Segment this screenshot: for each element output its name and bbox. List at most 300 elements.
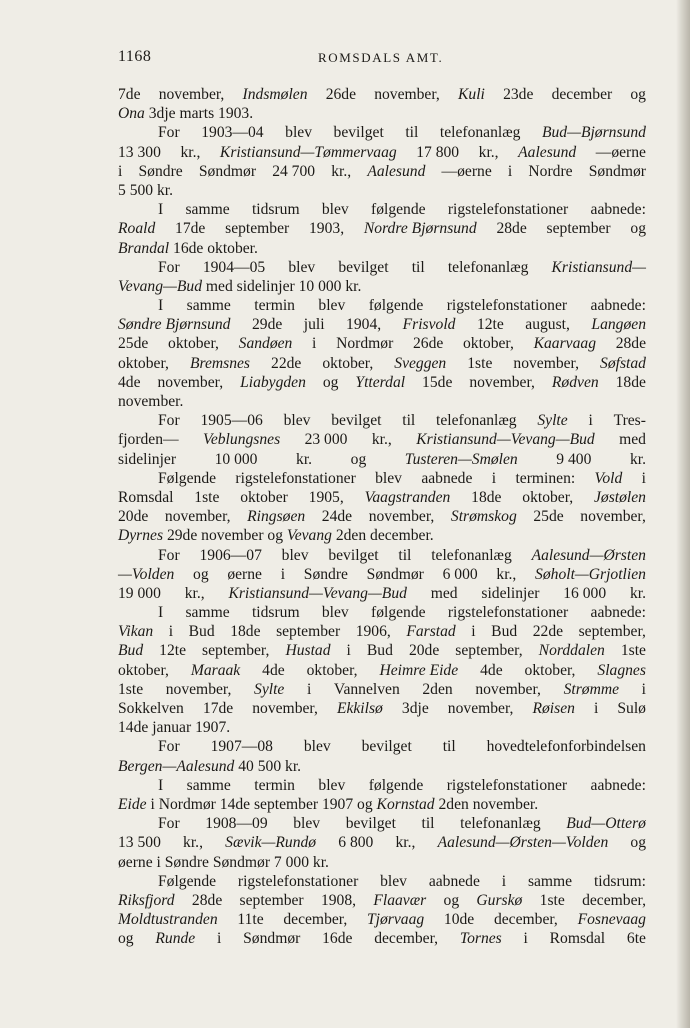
word: 6te — [626, 930, 646, 948]
word: blev — [318, 297, 346, 315]
word: 1904—05 — [202, 258, 266, 276]
word: 3dje marts 1903. — [144, 105, 254, 123]
italic-word: Vold — [594, 469, 623, 487]
italic-word: Eide — [118, 795, 147, 813]
text-line — [118, 603, 646, 622]
word: sidelinjer — [118, 450, 177, 468]
word: Sulø — [617, 700, 646, 717]
word: 1905, — [308, 488, 344, 506]
text-line — [118, 546, 646, 565]
word: og — [350, 450, 367, 468]
word: 1ste — [118, 680, 144, 698]
word: 24 700 — [272, 162, 316, 180]
word: til — [411, 258, 425, 276]
word: 3dje — [401, 700, 429, 717]
word: oktober, — [524, 661, 576, 679]
word: 1906—07 — [199, 546, 262, 564]
word: Bud — [491, 623, 518, 641]
word: 4de — [480, 661, 503, 679]
word: telefonanlæg — [439, 124, 521, 142]
word: i — [523, 930, 528, 948]
text-line — [118, 833, 646, 852]
word: november, — [374, 86, 440, 103]
italic-word: Kristiansund— — [551, 258, 646, 276]
word: kr., — [180, 143, 201, 161]
italic-word: Sylte — [254, 680, 285, 698]
word: Søndmør — [198, 162, 257, 180]
italic-word: Maraak — [190, 661, 241, 679]
word: samme — [185, 201, 230, 219]
word: 16 000 — [563, 584, 607, 602]
word: Søndmør — [588, 162, 646, 180]
word: oktober, — [118, 354, 169, 372]
text-line — [118, 584, 646, 603]
word: Bud — [366, 642, 393, 660]
word: til — [442, 738, 456, 756]
text-line — [118, 373, 646, 392]
page-edge-shadow — [676, 0, 690, 1028]
word: 2den — [422, 680, 453, 698]
italic-word: Ekkilsø — [336, 700, 383, 717]
word: oktober, — [306, 661, 358, 679]
word: terminen: — [515, 469, 576, 487]
italic-word: Slagnes — [597, 661, 646, 679]
word: oktober, — [168, 335, 219, 353]
word: aabnede — [421, 469, 473, 487]
word: september, — [202, 642, 270, 660]
word: og — [630, 220, 646, 238]
italic-word: Aalesund — [518, 143, 577, 161]
text-line — [118, 872, 646, 891]
word: Romsdal — [549, 930, 606, 948]
word: med — [430, 584, 458, 602]
word: blev — [303, 738, 331, 756]
text-line — [118, 143, 646, 162]
word: blev — [318, 776, 346, 794]
italic-word: Moldtustranden — [118, 911, 218, 929]
word: bevilget — [328, 546, 379, 564]
word: i — [118, 162, 123, 180]
italic-word: Bud—Otterø — [566, 815, 646, 833]
text-line — [118, 699, 646, 718]
word: Bud — [188, 623, 215, 641]
word: 18de — [471, 488, 502, 506]
word: bevilget — [361, 738, 412, 756]
word: november, — [252, 700, 318, 717]
italic-word: Strømme — [563, 680, 620, 698]
page-number: 1168 — [118, 48, 152, 65]
word: oktober, — [522, 488, 574, 506]
word: september — [225, 220, 290, 238]
italic-word: Dyrnes — [118, 527, 164, 545]
word: november, — [157, 373, 224, 391]
word: 13 500 — [118, 834, 161, 852]
word: 2den november. — [434, 795, 539, 813]
italic-word: Ona — [118, 105, 145, 123]
word: Søndre — [138, 162, 183, 180]
italic-word: Liabygden — [240, 373, 306, 391]
text-line — [118, 258, 646, 277]
italic-word: Aalesund—Ørsten—Volden — [437, 834, 609, 852]
word: november, — [580, 508, 646, 526]
italic-word: Kuli — [458, 86, 485, 103]
text-line — [118, 181, 646, 200]
word: følgende — [368, 297, 424, 315]
word: 29de — [251, 316, 283, 334]
text-line — [118, 488, 646, 507]
italic-word: Fosnevaag — [577, 911, 646, 929]
word: 1908—09 — [205, 815, 268, 833]
word: til — [405, 124, 419, 142]
word: Følgende — [158, 872, 217, 890]
word: i — [593, 700, 599, 717]
word: blev — [281, 546, 309, 564]
word: For — [158, 815, 180, 833]
word: 10de — [443, 911, 475, 929]
text-line — [118, 430, 646, 449]
italic-word: Tjørvaag — [366, 911, 425, 929]
word: 10 000 — [214, 450, 258, 468]
word: telefonanlæg — [436, 412, 517, 430]
text-line — [118, 737, 646, 756]
italic-word: Rødven — [551, 373, 599, 391]
word: Nordre — [528, 162, 573, 180]
word: blev — [321, 201, 349, 219]
word: 7de — [118, 86, 141, 103]
italic-word: Indsmølen — [242, 86, 308, 103]
text-line — [118, 104, 646, 123]
word: november. — [118, 393, 184, 410]
word: november, — [368, 508, 435, 526]
word: 22de — [532, 623, 564, 641]
word: bevilget — [345, 815, 396, 833]
word: med — [619, 431, 646, 449]
word: 18de — [615, 373, 646, 391]
word: 1904, — [346, 316, 382, 334]
word: 1903, — [309, 220, 345, 238]
word: december, — [582, 891, 646, 909]
word: blev — [288, 258, 316, 276]
word: december, — [493, 911, 558, 929]
body-text — [118, 85, 646, 948]
word: For — [158, 546, 180, 564]
text-line — [118, 757, 646, 776]
word: termin — [254, 297, 295, 315]
text-line — [118, 411, 646, 430]
word: tidsrum — [251, 604, 300, 622]
italic-word: Norddalen — [538, 642, 605, 660]
word: i — [501, 872, 507, 890]
word: 14de januar 1907. — [118, 719, 231, 737]
word: 22de — [271, 354, 302, 372]
word: 40 500 kr. — [234, 757, 302, 775]
italic-word: Runde — [155, 930, 196, 948]
word: blev — [375, 469, 402, 487]
word: 15de — [422, 373, 453, 391]
word: i — [217, 930, 222, 948]
word: kr., — [496, 565, 517, 583]
italic-word: Langøen — [591, 316, 646, 334]
text-line — [118, 814, 646, 833]
italic-word: Søholt—Grjotlien — [535, 565, 646, 583]
text-line — [118, 277, 646, 296]
word: aabnede: — [590, 297, 646, 315]
word: og — [322, 373, 339, 391]
word: kr. — [629, 450, 646, 468]
word: bevilget — [333, 124, 384, 142]
word: 2den december. — [331, 527, 434, 545]
word: telefonanlæg — [460, 815, 541, 833]
word: følgende — [371, 201, 426, 219]
word: 25de — [533, 508, 564, 526]
word: øerne — [227, 565, 262, 583]
word: oktober, — [322, 354, 374, 372]
word: bevilget — [331, 412, 382, 430]
word: i — [280, 565, 286, 583]
word: aabnede: — [590, 776, 646, 794]
italic-word: Sylte — [537, 412, 568, 430]
word: oktober, — [462, 335, 514, 353]
text-line — [118, 622, 646, 641]
running-head: ROMSDALS AMT. — [318, 50, 444, 65]
word: For — [158, 738, 180, 756]
word: november, — [158, 86, 225, 103]
text-line — [118, 315, 646, 334]
text-line — [118, 526, 646, 545]
word: kr., — [331, 162, 352, 180]
italic-word: Vikan — [118, 623, 154, 641]
word: 12te — [159, 642, 187, 660]
italic-word: Brandal — [118, 239, 170, 257]
word: Søndre — [303, 565, 348, 583]
word: 26de — [412, 335, 444, 353]
italic-word: Vaagstranden — [364, 488, 451, 506]
word: blev — [321, 604, 349, 622]
word: oktober — [240, 488, 288, 506]
italic-word: Veblungsnes — [203, 431, 281, 449]
word: til — [402, 412, 416, 430]
text-line — [118, 392, 646, 411]
word: og — [630, 834, 646, 852]
word: 1905—06 — [200, 412, 263, 430]
word: rigstelefonstationer — [235, 469, 356, 487]
word: —øerne — [595, 143, 646, 161]
word: til — [398, 546, 412, 564]
word: december — [551, 86, 613, 103]
text-line — [118, 219, 646, 238]
italic-word: Flaavær — [373, 891, 427, 909]
word: 1903—04 — [201, 124, 264, 142]
word: hovedtelefonforbindelsen — [486, 738, 646, 756]
text-line — [118, 469, 646, 488]
word: 1ste — [620, 642, 646, 660]
word: september, — [455, 642, 523, 660]
word: i — [471, 623, 476, 641]
word: rigstelefonstationer — [446, 776, 568, 794]
word: Søndmør — [243, 930, 301, 948]
text-line — [118, 776, 646, 795]
word: blev — [285, 124, 312, 142]
italic-word: Jøstølen — [594, 488, 646, 506]
text-line — [118, 85, 646, 104]
word: august, — [525, 316, 570, 334]
word: For — [158, 124, 180, 142]
word: kr. — [296, 450, 313, 468]
word: november, — [447, 700, 514, 717]
text-line — [118, 123, 646, 142]
text-line — [118, 450, 646, 469]
word: september — [239, 891, 304, 909]
italic-word: Sveggen — [394, 354, 447, 372]
text-line — [118, 718, 646, 737]
word: 4de — [262, 661, 285, 679]
word: 17de — [175, 220, 206, 238]
italic-word: Farstad — [406, 623, 456, 641]
word: tidsrum: — [593, 872, 646, 890]
word: rigstelefonstationer — [447, 201, 569, 219]
word: i Nordmør 14de september 1907 og — [146, 795, 377, 813]
word: 6 800 — [338, 834, 374, 852]
word: rigstelefonstationer — [237, 872, 359, 890]
word: 20de — [118, 508, 149, 526]
word: med sidelinjer 10 000 kr. — [202, 277, 362, 295]
italic-word: Bergen—Aalesund — [118, 757, 235, 775]
word: Romsdal — [118, 488, 174, 506]
italic-word: Riksfjord — [118, 891, 175, 909]
text-line — [118, 334, 646, 353]
word: november, — [475, 680, 541, 698]
italic-word: Bud—Bjørnsund — [541, 124, 646, 142]
italic-word: Gurskø — [476, 891, 523, 909]
word: rigstelefonstationer — [447, 604, 569, 622]
word: i — [507, 162, 513, 180]
page-header — [118, 48, 646, 70]
word: juli — [303, 316, 325, 334]
word: i — [641, 469, 646, 487]
word: kr., — [184, 584, 205, 602]
italic-word: Kristiansund—Vevang—Bud — [416, 431, 595, 449]
italic-word: Sandøen — [238, 335, 293, 353]
word: 1ste — [194, 488, 220, 506]
italic-word: Søndre Bjørnsund — [118, 316, 231, 334]
word: For — [158, 412, 180, 430]
word: i — [641, 680, 646, 698]
word: tidsrum — [251, 201, 300, 219]
word: i — [346, 642, 351, 660]
text-line — [118, 641, 646, 660]
text-line — [118, 910, 646, 929]
word: september — [546, 220, 611, 238]
text-line — [118, 162, 646, 181]
italic-word: Ringsøen — [247, 508, 306, 526]
word: og — [443, 891, 460, 909]
word: fjorden— — [118, 431, 179, 449]
text-line — [118, 661, 646, 680]
italic-word: Frisvold — [402, 316, 456, 334]
word: 1908, — [320, 891, 357, 909]
word: i — [491, 469, 497, 487]
word: sidelinjer — [481, 584, 540, 602]
word: rigstelefonstationer — [446, 297, 568, 315]
word: I — [158, 604, 164, 622]
text-line — [118, 200, 646, 219]
word: følgende — [368, 776, 424, 794]
word: december, — [283, 911, 348, 929]
word: 23de — [503, 86, 534, 103]
word: i — [312, 335, 317, 353]
text-line — [118, 239, 646, 258]
italic-word: Kristiansund—Tømmervaag — [219, 143, 397, 161]
word: 28de — [615, 335, 646, 353]
word: og — [630, 86, 646, 103]
word: 1ste — [539, 891, 565, 909]
word: oktober, — [118, 661, 169, 679]
italic-word: Ytterdal — [355, 373, 406, 391]
word: blev — [283, 412, 311, 430]
text-line — [118, 891, 646, 910]
word: 16de — [322, 930, 353, 948]
italic-word: Bud — [118, 642, 144, 660]
word: 23 000 — [304, 431, 348, 449]
word: Tres- — [613, 412, 646, 430]
word: telefonanlæg — [431, 546, 512, 564]
word: Sokkelven — [118, 700, 184, 717]
word: termin — [254, 776, 295, 794]
word: december, — [374, 930, 439, 948]
word: 9 400 — [556, 450, 592, 468]
word: bevilget — [338, 258, 389, 276]
word: kr., — [371, 431, 392, 449]
text-line — [118, 795, 646, 814]
word: til — [421, 815, 435, 833]
word: blev — [380, 872, 407, 890]
word: 6 000 — [442, 565, 478, 583]
italic-word: Kristiansund—Vevang—Bud — [228, 584, 407, 602]
word: Følgende — [158, 469, 217, 487]
word: For — [158, 258, 180, 276]
word: i — [588, 412, 593, 430]
italic-word: Kornstad — [376, 795, 435, 813]
word: 11te — [237, 911, 264, 929]
word: aabnede: — [590, 604, 646, 622]
word: og — [193, 565, 209, 583]
word: 13 300 — [118, 143, 161, 161]
italic-word: Aalesund — [367, 162, 426, 180]
italic-word: Røisen — [532, 700, 575, 717]
word: og — [118, 930, 134, 948]
word: 1ste — [467, 354, 493, 372]
italic-word: Vevang — [286, 527, 332, 545]
text-line — [118, 565, 646, 584]
word: 28de — [496, 220, 527, 238]
word: 4de — [118, 373, 141, 391]
word: kr., — [183, 834, 203, 852]
word: november, — [469, 373, 535, 391]
word: 16de oktober. — [169, 239, 258, 257]
italic-word: Heimre Eide — [379, 661, 459, 679]
word: 29de november og — [163, 527, 287, 545]
word: i — [306, 680, 312, 698]
word: 18de — [230, 623, 261, 641]
italic-word: Tusteren—Smølen — [404, 450, 518, 468]
word: I — [158, 201, 164, 219]
word: I — [158, 297, 164, 315]
italic-word: Kaarvaag — [533, 335, 596, 353]
text-line — [118, 853, 646, 872]
text-line — [118, 354, 646, 373]
word: aabnede: — [590, 201, 646, 219]
word: øerne i Søndre Søndmør 7 000 kr. — [118, 853, 329, 871]
